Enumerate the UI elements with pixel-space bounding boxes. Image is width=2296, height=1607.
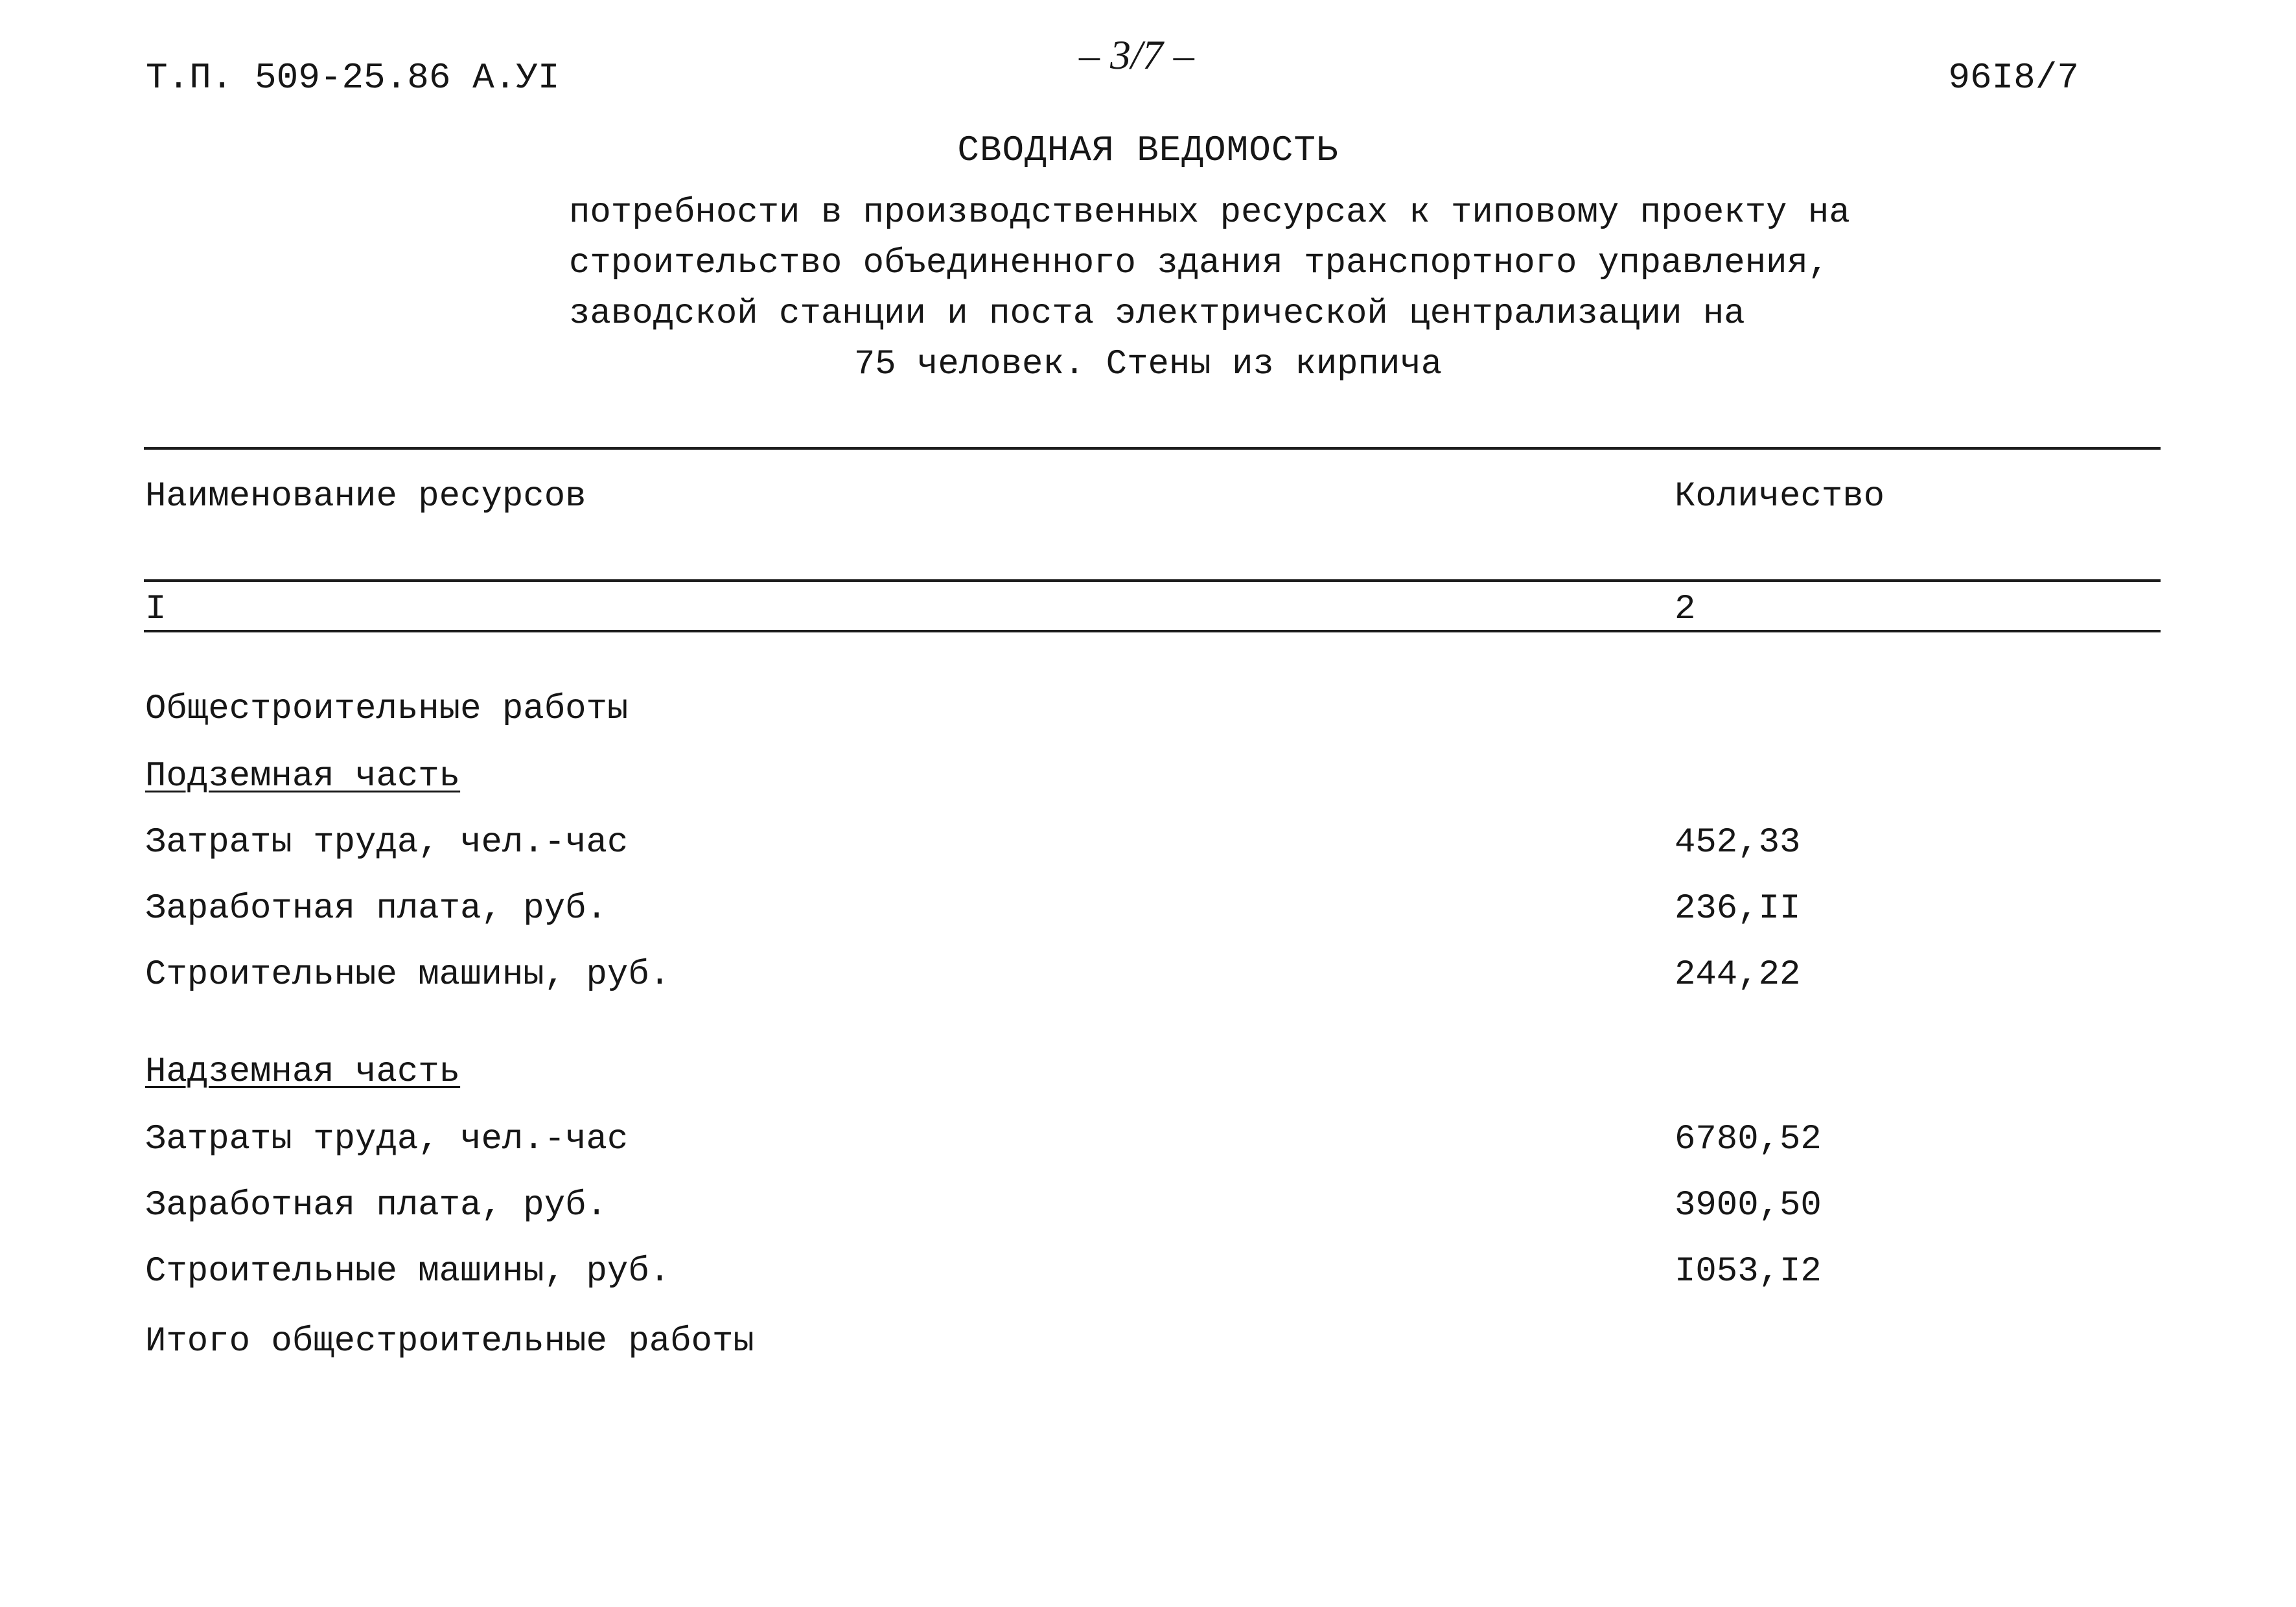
table-row-name: Заработная плата, руб. [145,1186,607,1225]
column-header-name: Наименование ресурсов [145,477,586,516]
table-row-name: Затраты труда, чел.-час [145,1120,629,1159]
total-label: Итого общестроительные работы [145,1322,754,1361]
table-row-name: Затраты труда, чел.-час [145,823,629,862]
table-row-name: Строительные машины, руб. [145,1252,671,1291]
subtitle-line: заводской станции и поста электрической централизации на [569,294,1745,334]
column-header-quantity: Количество [1675,477,1885,516]
table-row-value: 3900,50 [1675,1186,1822,1225]
section-heading: Общестроительные работы [145,689,629,729]
column-number-1: I [145,590,167,629]
subtitle-line: 75 человек. Стены из кирпича [853,345,1443,384]
document-code: Т.П. 509-25.86 А.УI [146,57,560,98]
subtitle-line: строительство объединенного здания транспортного управления, [569,244,1829,283]
table-row-value: I053,I2 [1675,1252,1822,1291]
table-row-value: 236,II [1675,889,1801,929]
column-number-2: 2 [1675,590,1696,629]
column-numbers-rule [144,630,2161,632]
table-row-value: 6780,52 [1675,1120,1822,1159]
sheet-id: 96I8/7 [1948,57,2079,98]
subtitle-line: потребности в производственных ресурсах к типовому проекту на [569,193,1850,233]
header-bottom-rule [144,579,2161,582]
table-row-value: 452,33 [1675,823,1801,862]
subsection-heading-aboveground: Надземная часть [145,1052,461,1092]
subsection-heading-underground: Подземная часть [145,757,461,796]
table-top-rule [144,447,2161,450]
table-row-name: Строительные машины, руб. [145,955,671,995]
table-row-name: Заработная плата, руб. [145,889,607,929]
page-number: – 3/7 – [1079,32,1194,78]
table-row-value: 244,22 [1675,955,1801,995]
page-title: СВОДНАЯ ВЕДОМОСТЬ [957,130,1339,171]
